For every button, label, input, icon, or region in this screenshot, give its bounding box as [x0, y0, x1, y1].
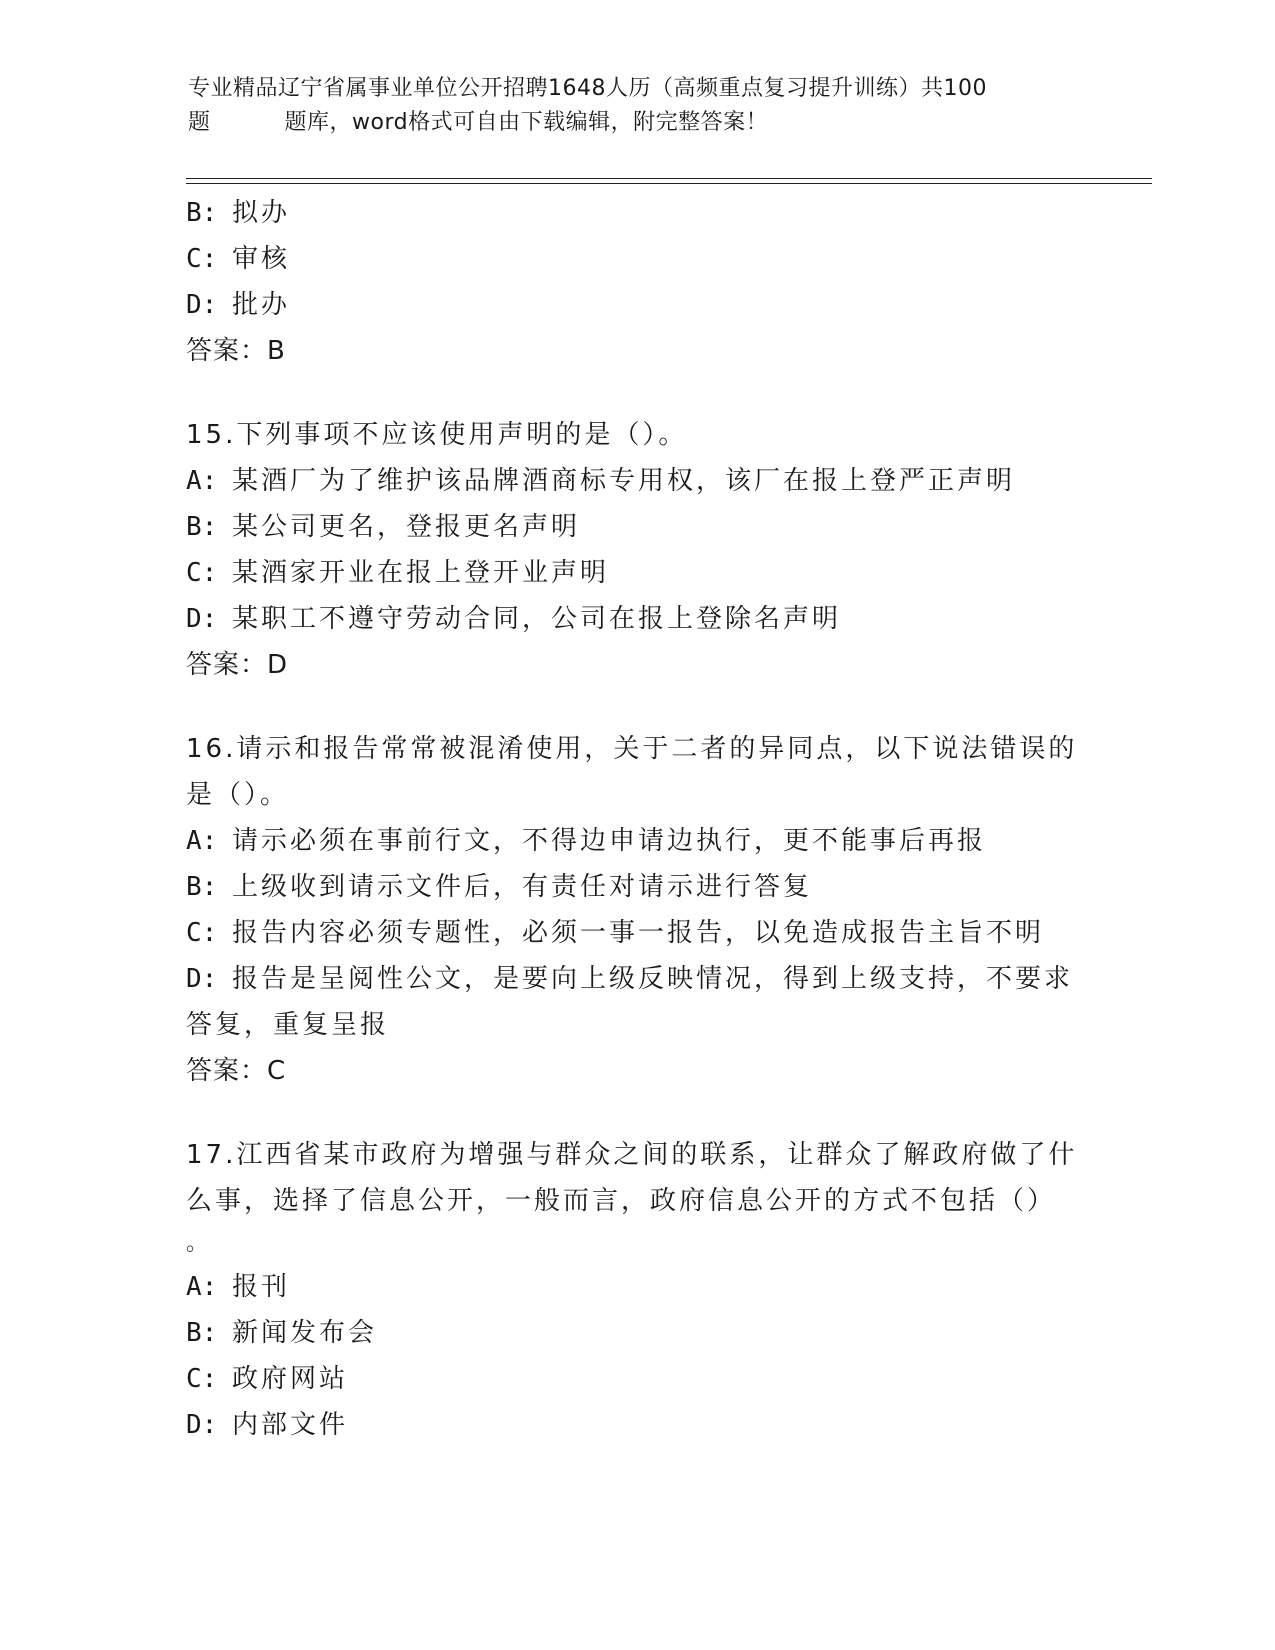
option-text: 报告内容必须专题性，必须一事一报告，以免造成报告主旨不明 [232, 918, 1045, 948]
option-a [186, 1264, 1086, 1310]
option-label: D: [186, 604, 218, 634]
question-stem-line2: 么事，选择了信息公开，一般而言，政府信息公开的方式不包括（） [186, 1186, 1057, 1216]
prev-question-block [186, 190, 1086, 374]
option-label: B: [186, 198, 218, 228]
option-text: 拟办 [232, 198, 291, 228]
option-text: 上级收到请示文件后，有责任对请示进行答复 [232, 872, 813, 902]
option-c [186, 236, 1086, 282]
option-text: 报刊 [232, 1272, 291, 1302]
option-label: C: [186, 558, 218, 588]
header-divider-top [186, 178, 1152, 179]
option-d [186, 282, 1086, 328]
option-label: C: [186, 918, 218, 948]
question-stem: 15.下列事项不应该使用声明的是（）。 [186, 420, 688, 450]
option-text: 新闻发布会 [232, 1318, 378, 1348]
question-content [186, 190, 1086, 1448]
option-b [186, 190, 1086, 236]
header-title-line2 [188, 106, 1088, 140]
answer-line: 答案：C [186, 1056, 287, 1086]
header-divider-bottom [186, 183, 1152, 184]
option-text: 报告是呈阅性公文，是要向上级反映情况，得到上级支持，不要求 [232, 964, 1074, 994]
question-17-block [186, 1132, 1086, 1448]
question-stem-line1: 16.请示和报告常常被混淆使用，关于二者的异同点，以下说法错误的 [186, 734, 1078, 764]
option-label: B: [186, 1318, 218, 1348]
question-16-block [186, 726, 1086, 1094]
option-label: D: [186, 1410, 218, 1440]
option-d-continuation: 答复，重复呈报 [186, 1010, 390, 1040]
option-b [186, 864, 1086, 910]
option-a [186, 818, 1086, 864]
option-label: A: [186, 1272, 218, 1302]
answer-line: 答案：D [186, 650, 289, 680]
option-text: 某酒厂为了维护该品牌酒商标专用权，该厂在报上登严正声明 [232, 466, 1016, 496]
question-stem-line1: 17.江西省某市政府为增强与群众之间的联系，让群众了解政府做了什 [186, 1140, 1078, 1170]
question-stem-line2: 是（）。 [186, 780, 290, 810]
option-d [186, 956, 1086, 1002]
option-c [186, 550, 1086, 596]
option-text: 某公司更名，登报更名声明 [232, 512, 581, 542]
header-title-line2-right: 题库，word格式可自由下载编辑，附完整答案！ [284, 110, 769, 135]
option-c [186, 910, 1086, 956]
page-header [188, 72, 1088, 140]
option-label: A: [186, 826, 218, 856]
option-label: C: [186, 244, 218, 274]
option-text: 政府网站 [232, 1364, 349, 1394]
option-label: A: [186, 466, 218, 496]
option-text: 某职工不遵守劳动合同，公司在报上登除名声明 [232, 604, 842, 634]
option-a [186, 458, 1086, 504]
option-b [186, 504, 1086, 550]
header-title-line1: 专业精品辽宁省属事业单位公开招聘1648人历（高频重点复习提升训练）共100 [188, 76, 987, 101]
option-text: 批办 [232, 290, 291, 320]
option-text: 某酒家开业在报上登开业声明 [232, 558, 610, 588]
option-label: B: [186, 512, 218, 542]
option-b [186, 1310, 1086, 1356]
option-c [186, 1356, 1086, 1402]
question-15-block [186, 412, 1086, 688]
option-d [186, 596, 1086, 642]
option-d [186, 1402, 1086, 1448]
option-text: 请示必须在事前行文，不得边申请边执行，更不能事后再报 [232, 826, 987, 856]
option-label: C: [186, 1364, 218, 1394]
option-label: D: [186, 290, 218, 320]
answer-line: 答案：B [186, 336, 286, 366]
option-label: B: [186, 872, 218, 902]
option-text: 审核 [232, 244, 291, 274]
option-text: 内部文件 [232, 1410, 349, 1440]
question-stem-line3: 。 [186, 1231, 212, 1256]
header-title-line2-left: 题 [188, 110, 211, 135]
option-label: D: [186, 964, 218, 994]
